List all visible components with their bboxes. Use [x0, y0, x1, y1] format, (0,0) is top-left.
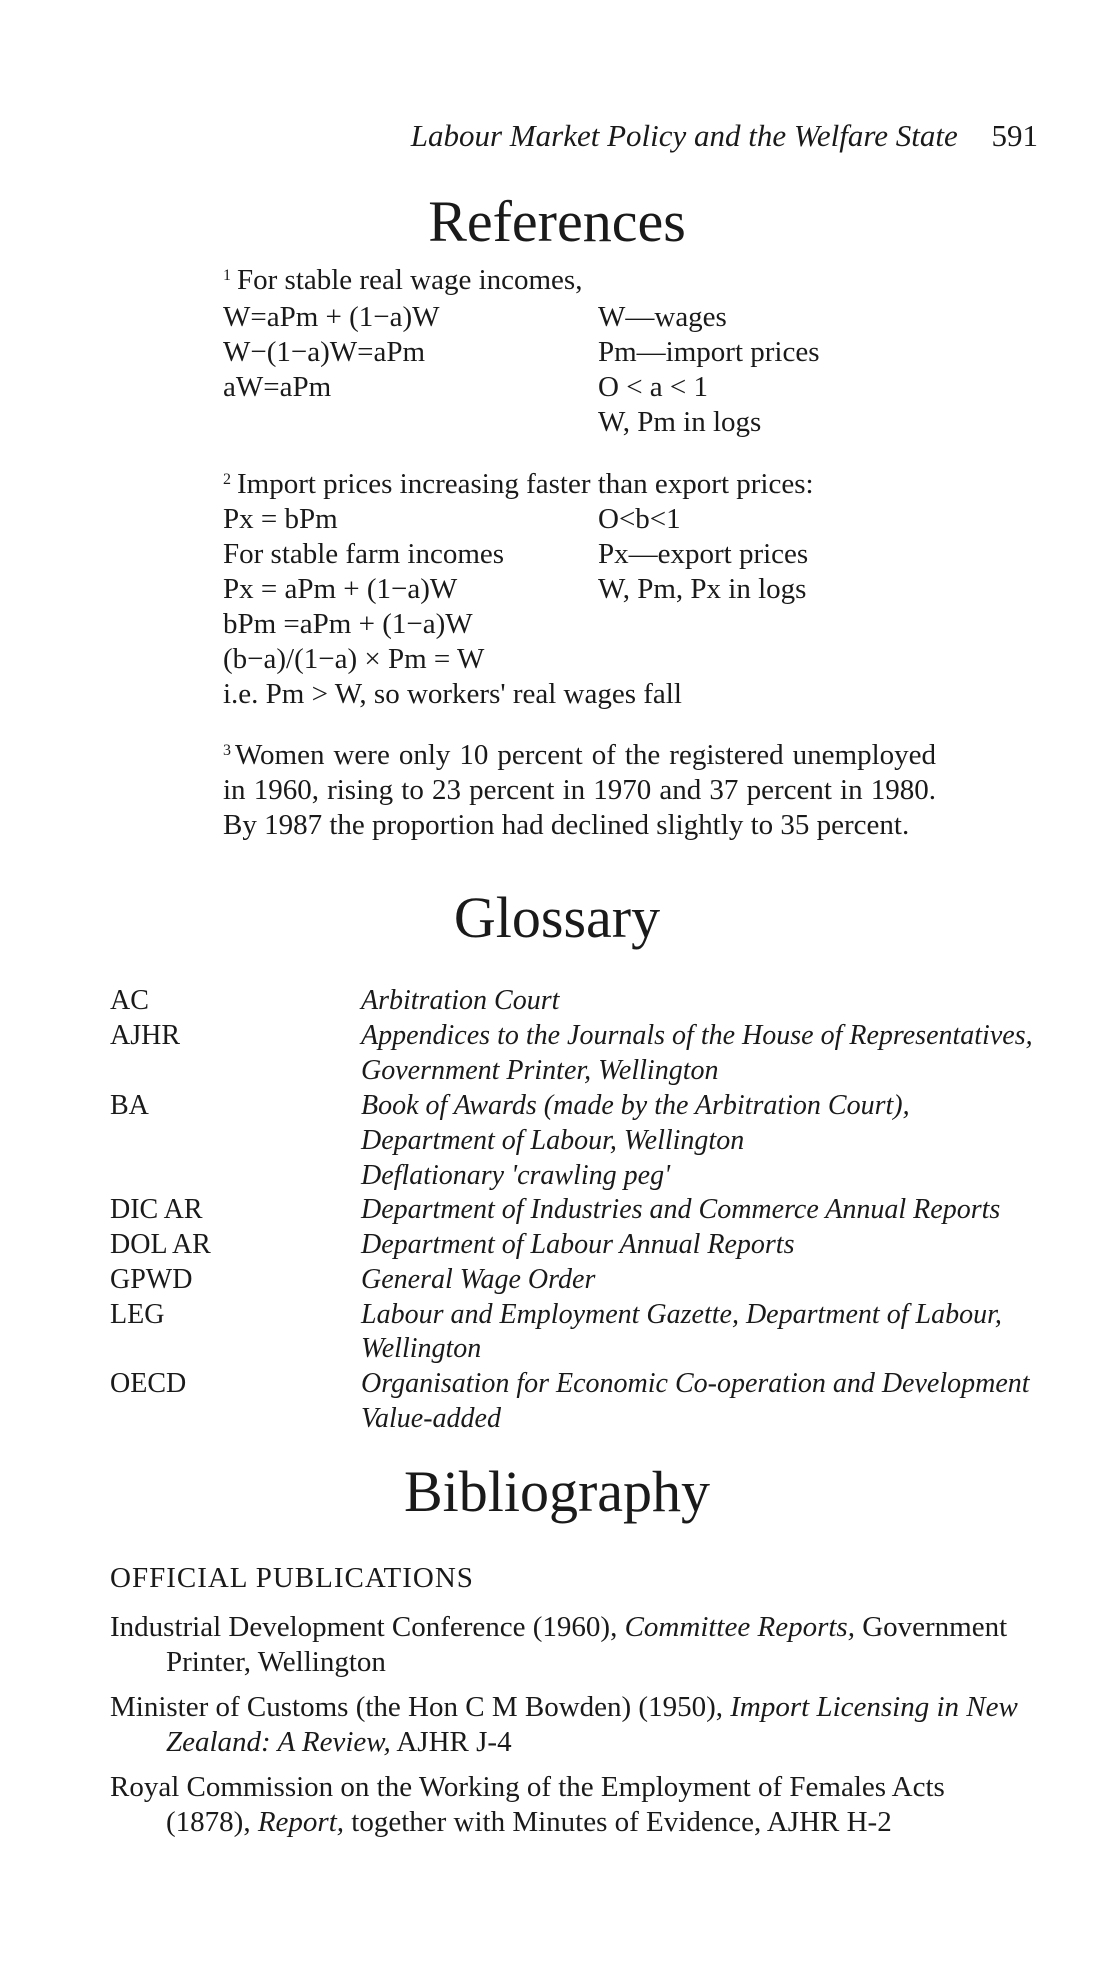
- glossary-definition: Value-added: [361, 1403, 501, 1434]
- glossary-definition: Department of Labour, Wellington: [361, 1125, 745, 1156]
- note-2-line-5: (b−a)/(1−a) × Pm = W: [223, 643, 485, 675]
- glossary-definition: Wellington: [361, 1333, 482, 1364]
- entry-title: Import Licensing in New: [730, 1691, 1018, 1723]
- note-1-eq-3: aW=aPm: [223, 371, 332, 403]
- bibliography-section-heading: OFFICIAL PUBLICATIONS: [110, 1562, 474, 1594]
- note-1-marker: 1: [223, 267, 231, 284]
- glossary-definition: Deflationary 'crawling peg': [361, 1160, 671, 1191]
- glossary-abbr: BA: [110, 1090, 149, 1121]
- entry-text: together with Minutes of Evidence, AJHR H-2: [344, 1806, 892, 1838]
- entry-title: Report,: [257, 1806, 345, 1838]
- note-2-line-3: Px = aPm + (1−a)W: [223, 573, 458, 605]
- glossary-definition: Department of Labour Annual Reports: [361, 1229, 795, 1260]
- note-2-marker: 2: [223, 471, 231, 488]
- glossary-definition: Arbitration Court: [361, 985, 560, 1016]
- glossary-abbr: LEG: [110, 1299, 165, 1330]
- glossary-definition: General Wage Order: [361, 1264, 596, 1295]
- note-1-def-4: W, Pm in logs: [598, 406, 762, 438]
- note-2-line-1: Px = bPm: [223, 503, 338, 535]
- glossary-definition: Labour and Employment Gazette, Department of Labour,: [361, 1299, 1002, 1330]
- note-2-line-2: For stable farm incomes: [223, 538, 505, 570]
- entry-title: Committee Reports,: [624, 1611, 855, 1643]
- glossary-abbr: AJHR: [110, 1020, 181, 1051]
- entry-continuation: [110, 1805, 1050, 1840]
- note-1-intro-text: For stable real wage incomes,: [237, 264, 583, 296]
- entry-text: Minister of Customs (the Hon C M Bowden) (1950),: [110, 1691, 731, 1723]
- glossary-heading: Glossary: [453, 885, 661, 950]
- glossary-abbr: GPWD: [110, 1264, 193, 1295]
- page-number: 591: [991, 118, 1038, 153]
- running-title: Labour Market Policy and the Welfare State: [410, 118, 958, 153]
- glossary-definition: Appendices to the Journals of the House of Representatives,: [361, 1020, 1033, 1051]
- entry-text: (1878),: [166, 1806, 258, 1838]
- glossary-abbr: AC: [110, 985, 149, 1016]
- glossary-abbr: DOL AR: [110, 1229, 211, 1260]
- note-2-intro-text: Import prices increasing faster than export prices:: [237, 468, 814, 500]
- entry-title: Zealand: A Review,: [166, 1726, 391, 1758]
- references-heading: References: [428, 189, 686, 254]
- note-2-line-4: bPm =aPm + (1−a)W: [223, 608, 473, 640]
- bibliography-heading: Bibliography: [403, 1459, 711, 1524]
- note-1-eq-2: W−(1−a)W=aPm: [223, 336, 426, 368]
- note-2-intro: [223, 462, 814, 502]
- entry-text: Government: [854, 1611, 1008, 1643]
- entry-text: AJHR J-4: [390, 1726, 512, 1758]
- bibliography-entry: [110, 1770, 1050, 1840]
- entry-text: Royal Commission on the Working of the Employment of Females Acts: [110, 1771, 945, 1803]
- note-3-marker: 3: [223, 742, 231, 759]
- note-2-def-3: W, Pm, Px in logs: [598, 573, 807, 605]
- running-header: [411, 118, 1038, 154]
- entry-text: Industrial Development Conference (1960),: [110, 1611, 625, 1643]
- note-3-text: Women were only 10 percent of the registered unemployed in 1960, rising to 23 percent in 1970 and 37 percent in 1980. By 1987 the proportion had declined slightly to 35 percent.: [223, 739, 936, 841]
- bibliography-entry: [110, 1690, 1050, 1760]
- entry-continuation: [110, 1725, 1050, 1760]
- note-1-intro: [223, 258, 582, 298]
- glossary-definition: Government Printer, Wellington: [361, 1055, 719, 1086]
- entry-continuation: Printer, Wellington: [166, 1646, 386, 1678]
- note-2-def-1: O<b<1: [598, 503, 681, 535]
- note-1-eq-1: W=aPm + (1−a)W: [223, 301, 440, 333]
- note-1-def-2: Pm—import prices: [598, 336, 820, 368]
- glossary-definition: Organisation for Economic Co-operation and Development: [361, 1368, 1030, 1399]
- glossary-abbr: DIC AR: [110, 1194, 203, 1225]
- note-3: [223, 733, 936, 843]
- glossary-definition: Department of Industries and Commerce Annual Reports: [361, 1194, 1001, 1225]
- note-1-def-3: O < a < 1: [598, 371, 709, 403]
- note-2-def-2: Px—export prices: [598, 538, 809, 570]
- note-2-line-6: i.e. Pm > W, so workers' real wages fall: [223, 678, 682, 710]
- glossary-abbr: OECD: [110, 1368, 187, 1399]
- note-1-def-1: W—wages: [598, 301, 727, 333]
- glossary-definition: Book of Awards (made by the Arbitration Court),: [361, 1090, 910, 1121]
- bibliography-entry: [110, 1610, 1050, 1680]
